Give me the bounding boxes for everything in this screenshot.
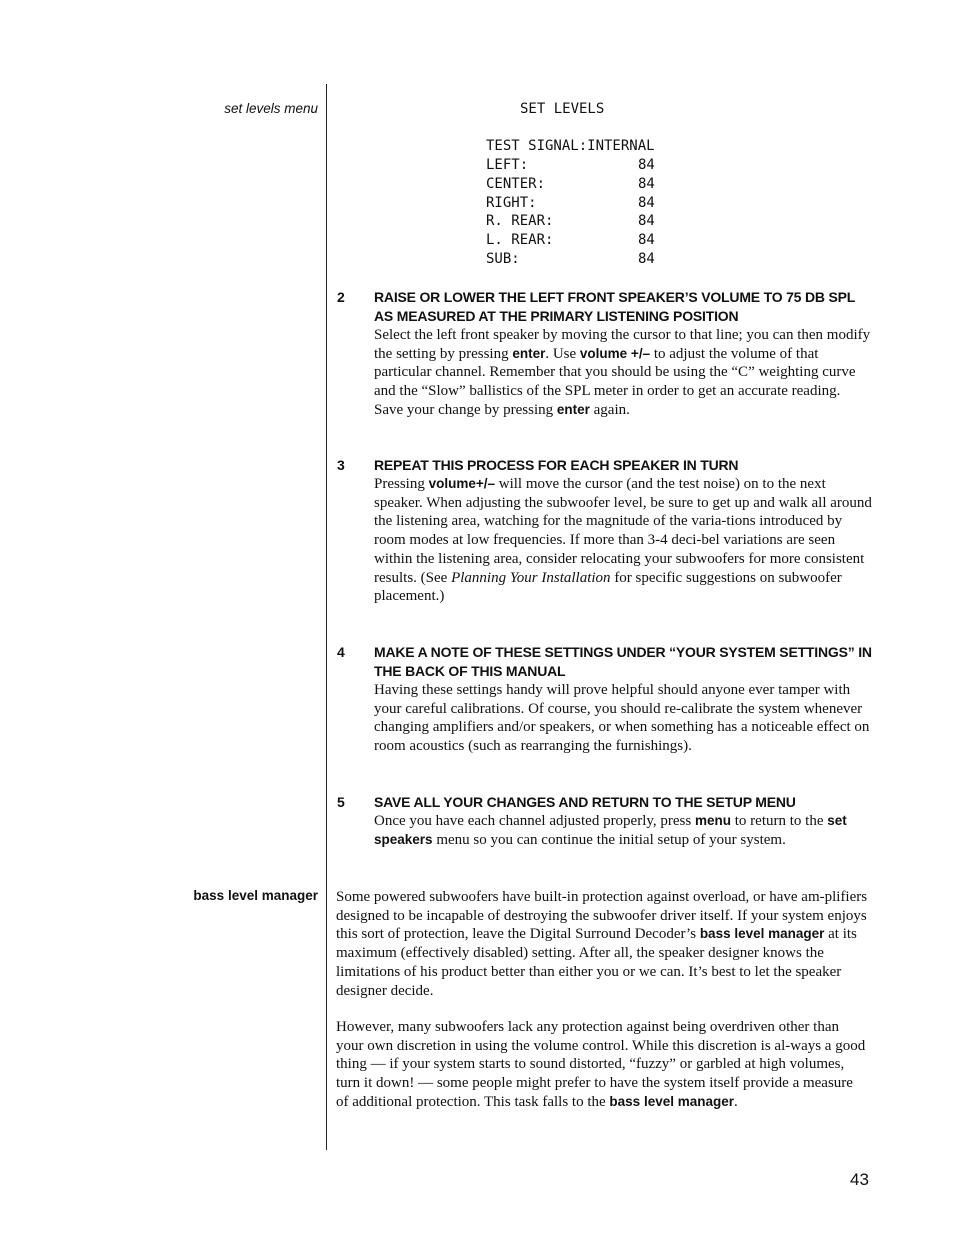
step-body (374, 475, 872, 606)
screen-row-left (486, 156, 655, 175)
body-text: . Use (545, 345, 580, 362)
screen-row-label: R. REAR: (486, 213, 554, 230)
step-number: 3 (337, 457, 345, 473)
keyword-volume: volume +/– (579, 345, 651, 361)
step-number: 4 (337, 644, 345, 660)
body-text: . (734, 1093, 738, 1110)
body-text: menu so you can continue the initial setup of your system. (432, 831, 786, 848)
step-body (374, 326, 872, 420)
body-text: However, many subwoofers lack any protection against being overdriven other than your own discretion in using the volume control. While this discretion is al-ways a good thing — if your system starts to sound distorted, “fuzzy” or garbled at high volumes, turn it down! — some people might prefer to have the system itself provide a measure of additional protection. This task falls to the (336, 1019, 866, 1110)
keyword-bass-level-manager: bass level manager (699, 926, 825, 942)
step-heading: RAISE OR LOWER THE LEFT FRONT SPEAKER’S VOLUME TO 75 DB SPL AS MEASURED AT THE PRIMARY LISTENING POSITION (374, 289, 855, 324)
body-text: at its maximum (effectively disabled) setting. After all, the speaker designer knows the limitations of his product better than either you or we can. It’s best to let the speaker designer decide. (336, 926, 857, 999)
body-text: for specific suggestions on subwoofer placement.) (374, 569, 842, 605)
body-text: will move the cursor (and the test noise) on to the next speaker. When adjusting the subwoofer level, be sure to get up and walk all around the listening area, watching for the magnitude of the varia-tions introduced by room modes at low frequencies. If more than 3-4 deci-bel variations are seen within the listening area, consider relocating your subwoofers for more consistent results. (See (374, 476, 872, 586)
step-2 (337, 288, 872, 420)
keyword-enter: enter (512, 345, 546, 361)
screen-row-value: 84 (638, 175, 655, 192)
side-heading-bass-level-manager: bass level manager (193, 888, 318, 903)
keyword-enter: enter (556, 401, 590, 417)
body-text: to adjust the volume of that particular channel. Remember that you should be using the “C” weighting curve and the “Slow” ballistics of the SPL meter in order to get an accurate reading. Save your change by pressing (374, 345, 856, 418)
body-text: Some powered subwoofers have built-in protection against overload, or have am-plifiers designed to be incapable of destroying the subwoofer driver itself. If your system enjoys this sort of protection, leave the Digital Surround Decoder’s (336, 889, 868, 943)
body-text: again. (589, 401, 630, 418)
screen-row-label: RIGHT: (486, 194, 537, 211)
keyword-bass-level-manager: bass level manager (609, 1093, 734, 1109)
screen-row-right (486, 194, 655, 213)
body-text: Select the left front speaker by moving the cursor to that line; you can then modify the setting by pressing (374, 327, 871, 362)
screen-row-label: L. REAR: (486, 231, 554, 248)
step-body: Having these settings handy will prove helpful should anyone ever tamper with your careful calibrations. Of course, you should re-calibrate the system whenever changing amplifiers and/or speakers, or when something has a noticeable effect on room acoustics (such as rearranging the furnishings). (374, 682, 870, 755)
screen-row-r-rear (486, 212, 655, 231)
step-number: 5 (337, 794, 345, 810)
keyword-menu: menu (694, 813, 731, 828)
step-heading: MAKE A NOTE OF THESE SETTINGS UNDER “YOUR SYSTEM SETTINGS” IN THE BACK OF THIS MANUAL (374, 644, 872, 679)
step-4 (337, 643, 872, 756)
bass-paragraph-1 (336, 888, 868, 1000)
step-heading: SAVE ALL YOUR CHANGES AND RETURN TO THE SETUP MENU (374, 794, 796, 810)
set-levels-screen-display (486, 100, 655, 268)
screen-row-label: CENTER: (486, 175, 546, 192)
keyword-volume: volume+/– (428, 476, 495, 491)
screen-row-label: LEFT: (486, 157, 529, 174)
screen-row-value: 84 (638, 194, 655, 211)
screen-row-value: 84 (638, 231, 655, 248)
italic-reference: Planning Your Installation (451, 569, 611, 586)
bass-paragraph-2 (336, 1018, 868, 1112)
page-number: 43 (850, 1170, 869, 1189)
body-text: Once you have each channel adjusted properly, press (374, 813, 695, 829)
step-number: 2 (337, 289, 345, 305)
screen-row-value: 84 (638, 250, 655, 267)
keyword-set-speakers: set speakers (374, 813, 847, 847)
body-text: to return to the (731, 813, 828, 829)
step-heading: REPEAT THIS PROCESS FOR EACH SPEAKER IN TURN (374, 457, 739, 473)
step-3 (337, 456, 872, 606)
screen-row-sub (486, 250, 655, 269)
body-text: Pressing (374, 476, 429, 492)
screen-row-label: SUB: (486, 250, 520, 267)
screen-title: SET LEVELS (520, 101, 605, 117)
screen-row-center (486, 175, 655, 194)
column-divider-rule (326, 84, 327, 1150)
screen-row-value: 84 (638, 157, 655, 174)
step-5 (337, 793, 872, 849)
side-heading-set-levels-menu: set levels menu (224, 101, 318, 116)
step-body (374, 812, 872, 849)
screen-row-l-rear (486, 231, 655, 250)
screen-row-value: 84 (638, 213, 655, 230)
screen-test-signal: TEST SIGNAL:INTERNAL (486, 138, 655, 155)
